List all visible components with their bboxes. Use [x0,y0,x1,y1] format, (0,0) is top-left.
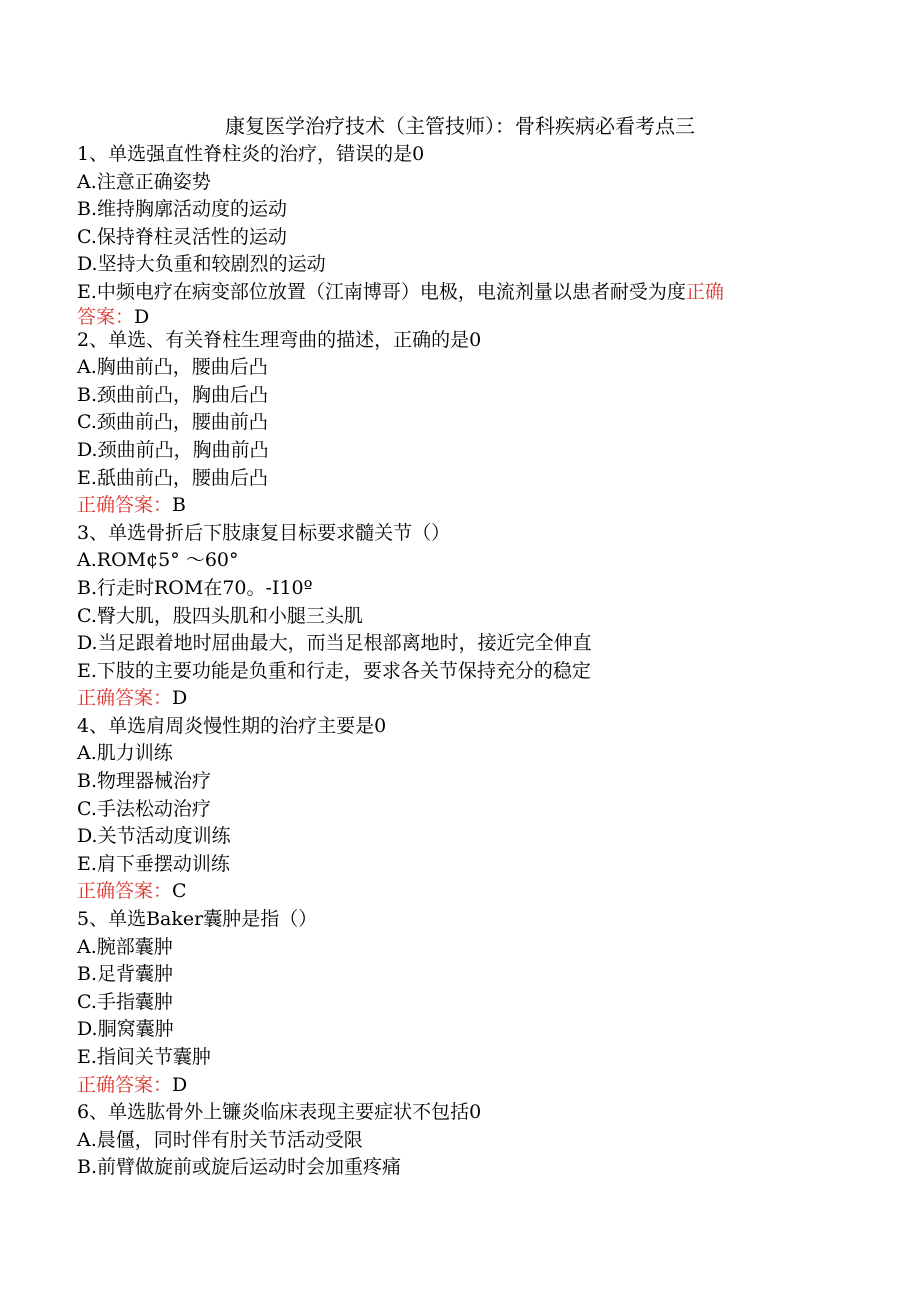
option-b: B.维持胸廓活动度的运动 [77,198,288,221]
option-e: E.下肢的主要功能是负重和行走，要求各关节保持充分的稳定 [77,659,591,682]
option-c: C.臀大肌，股四头肌和小腿三头肌 [77,604,363,627]
option-b: B.行走时ROM在70。-I10º [77,576,313,599]
answer-label: 正确答案： [77,1073,173,1096]
question-1 [77,141,837,327]
question-stem: 2、单选、有关脊柱生理弯曲的描述，正确的是0 [77,328,482,351]
question-stem: 5、单选Baker囊肿是指（） [77,908,318,931]
answer-label-end: 答案： [77,305,135,328]
option-d: D.坚持大负重和较剧烈的运动 [77,253,326,276]
question-stem: 1、单选强直性脊柱炎的治疗，错误的是0 [77,143,425,165]
question-stem: 6、单选肱骨外上镰炎临床表现主要症状不包括0 [77,1101,482,1124]
option-a: A.晨僵，同时伴有肘关节活动受限 [77,1128,363,1151]
answer-line [77,878,837,906]
question-4 [77,713,837,906]
option-a: A.注意正确姿势 [77,170,211,193]
answer-value: D [172,1073,188,1096]
option-a: A.肌力训练 [77,742,173,765]
option-e: E.肩下垂摆动训练 [77,852,230,875]
option-c: C.手指囊肿 [77,990,173,1013]
answer-line [77,685,837,713]
answer-value: D [134,305,150,328]
answer-value: D [172,687,188,710]
answer-line [77,492,837,520]
option-c: C.手法松动治疗 [77,797,211,820]
option-d: D.当足跟着地时屈曲最大，而当足根部离地时，接近完全伸直 [77,632,592,655]
answer-label: 正确答案： [77,880,173,903]
option-b: B.物理器械治疗 [77,770,212,793]
answer-line [77,307,837,327]
question-stem: 4、单选肩周炎慢性期的治疗主要是0 [77,714,387,737]
answer-value: C [172,880,187,903]
document-title: 康复医学治疗技术（主管技师）：骨科疾病必看考点三 [225,114,695,138]
option-a: A.ROM¢5° ～60° [77,549,239,572]
option-e [77,279,837,307]
option-a: A.胸曲前凸，腰曲后凸 [77,356,268,379]
option-c: C.保持脊柱灵活性的运动 [77,225,287,248]
answer-label: 正确答案： [77,494,173,517]
option-b: B.颈曲前凸，胸曲后凸 [77,383,269,406]
question-6 [77,1099,837,1182]
question-3 [77,520,837,713]
answer-value: B [172,494,186,517]
answer-line [77,1072,837,1100]
option-e-text: E.中频电疗在病变部位放置（江南博哥）电极，电流剂量以患者耐受为度 [77,280,686,303]
option-d: D.胴窝囊肿 [77,1018,174,1041]
question-list [77,141,837,1182]
question-2 [77,327,837,520]
option-c: C.颈曲前凸，腰曲前凸 [77,411,268,434]
option-d: D.关节活动度训练 [77,825,231,848]
answer-label: 正确答案： [77,687,173,710]
option-e: E.舐曲前凸，腰曲后凸 [77,466,268,489]
option-b: B.前臂做旋前或旋后运动时会加重疼痛 [77,1156,402,1179]
answer-label-start: 正确 [685,280,724,303]
question-5 [77,906,837,1099]
option-b: B.足背囊肿 [77,963,174,986]
question-stem: 3、单选骨折后下肢康复目标要求髓关节（） [77,521,451,544]
option-d: D.颈曲前凸，胸曲前凸 [77,438,269,461]
option-e: E.指间关节囊肿 [77,1046,211,1068]
option-a: A.腕部囊肿 [77,935,173,958]
